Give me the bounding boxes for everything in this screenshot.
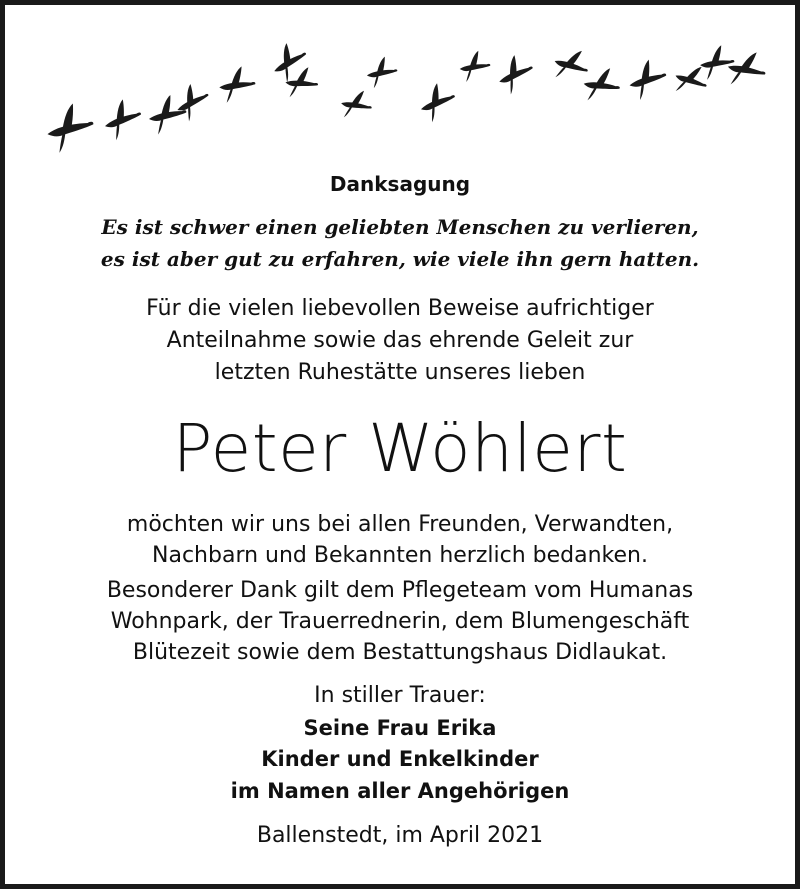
flying-birds-icon — [25, 23, 785, 153]
signatory-line: Seine Frau Erika — [303, 716, 497, 740]
thanks-line: Nachbarn und Bekannten herzlich bedanken. — [152, 543, 648, 568]
signatory-line: im Namen aller Angehörigen — [230, 779, 570, 803]
place-date: Ballenstedt, im April 2021 — [256, 823, 544, 848]
special-thanks-line: Blütezeit sowie dem Bestattungshaus Didlaukat. — [132, 640, 668, 665]
deceased-name: Peter Wöhlert — [172, 410, 628, 487]
intro-line: Für die vielen liebevollen Beweise aufrichtiger — [146, 296, 654, 321]
special-thanks-line: Besonderer Dank gilt dem Pflegeteam vom Humanas — [106, 578, 694, 603]
special-thanks-line: Wohnpark, der Trauerrednerin, dem Blumengeschäft — [110, 609, 690, 634]
intro-line: letzten Ruhestätte unseres lieben — [214, 360, 586, 385]
thanks-line: möchten wir uns bei allen Freunden, Verwandten, — [126, 512, 674, 537]
mourning-label: In stiller Trauer: — [314, 683, 486, 708]
signatory-line: Kinder und Enkelkinder — [261, 747, 539, 771]
quote-line: es ist aber gut zu erfahren, wie viele ihn gern hatten. — [100, 247, 700, 271]
intro-line: Anteilnahme sowie das ehrende Geleit zur — [166, 328, 634, 353]
quote-line: Es ist schwer einen geliebten Menschen zu verlieren, — [101, 215, 699, 239]
notice-heading: Danksagung — [329, 172, 471, 196]
